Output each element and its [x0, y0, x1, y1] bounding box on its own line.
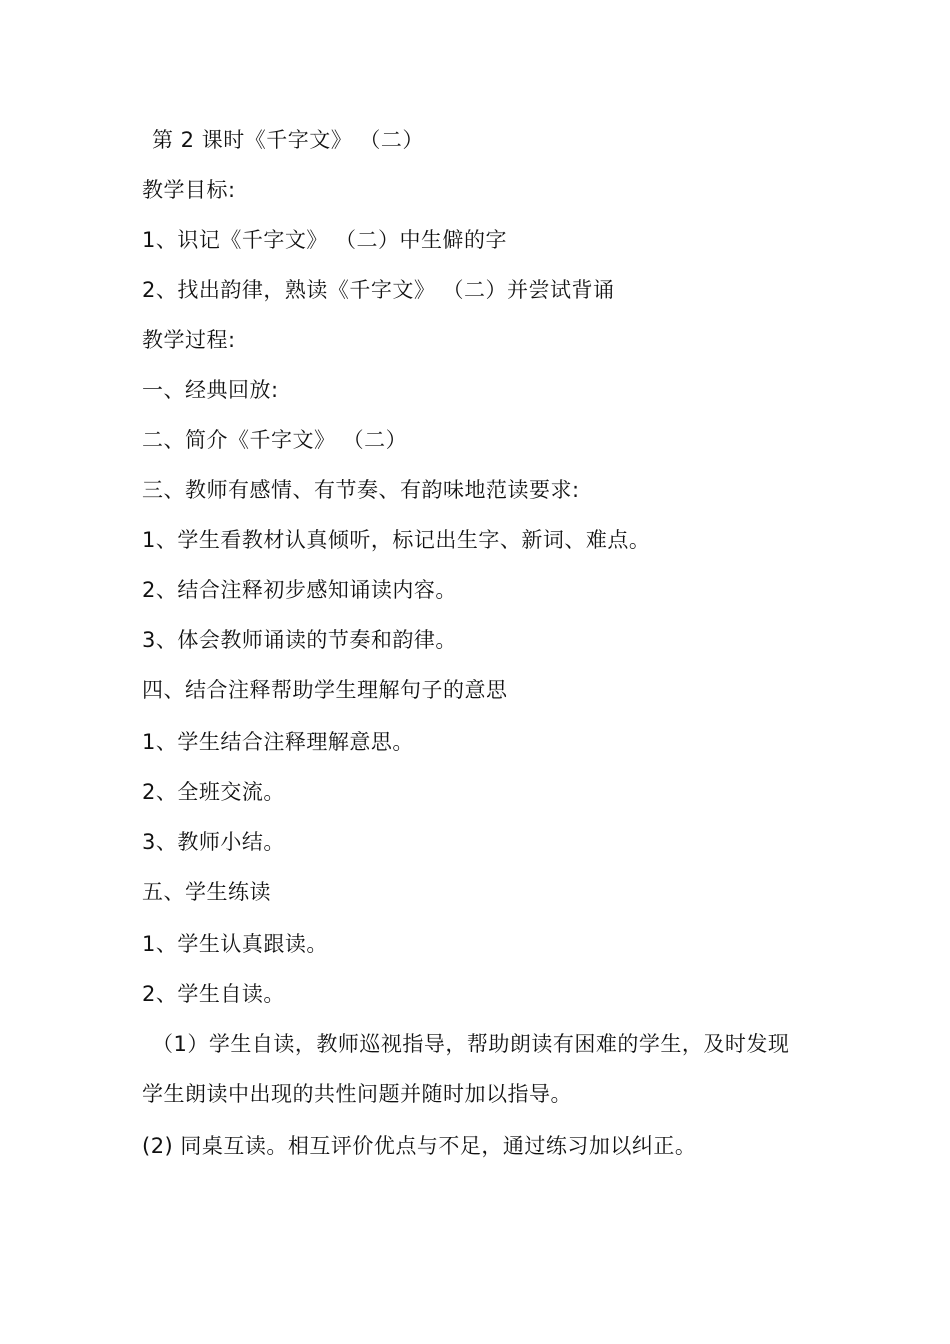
step-5-sub-2: (2) 同桌互读。相互评价优点与不足，通过练习加以纠正。 [142, 1134, 697, 1158]
step-5-item-1: 1、学生认真跟读。 [142, 932, 328, 956]
step-4-item-2: 2、全班交流。 [142, 780, 285, 804]
step-3-item-3: 3、体会教师诵读的节奏和韵律。 [142, 628, 457, 652]
step-3-item-1: 1、学生看教材认真倾听，标记出生字、新词、难点。 [142, 528, 651, 552]
step-4-item-3: 3、教师小结。 [142, 830, 285, 854]
section-heading-objectives: 教学目标: [142, 178, 236, 202]
step-3-item-2: 2、结合注释初步感知诵读内容。 [142, 578, 457, 602]
step-5-sub-1-line-2: 学生朗读中出现的共性问题并随时加以指导。 [142, 1082, 572, 1106]
objective-1: 1、识记《千字文》 （二）中生僻的字 [142, 228, 508, 252]
step-5-heading: 五、学生练读 [142, 880, 271, 904]
section-heading-process: 教学过程: [142, 328, 236, 352]
step-1-heading: 一、经典回放: [142, 378, 279, 402]
step-5-item-2: 2、学生自读。 [142, 982, 285, 1006]
objective-2: 2、找出韵律，熟读《千字文》 （二）并尝试背诵 [142, 278, 615, 302]
step-4-item-1: 1、学生结合注释理解意思。 [142, 730, 414, 754]
lesson-title: 第 2 课时《千字文》 （二） [152, 128, 424, 152]
step-2-heading: 二、简介《千字文》 （二） [142, 428, 408, 452]
step-4-heading: 四、结合注释帮助学生理解句子的意思 [142, 678, 508, 702]
step-3-heading: 三、教师有感情、有节奏、有韵味地范读要求: [142, 478, 580, 502]
step-5-sub-1-line-1: （1）学生自读，教师巡视指导，帮助朗读有困难的学生，及时发现 [152, 1032, 790, 1056]
